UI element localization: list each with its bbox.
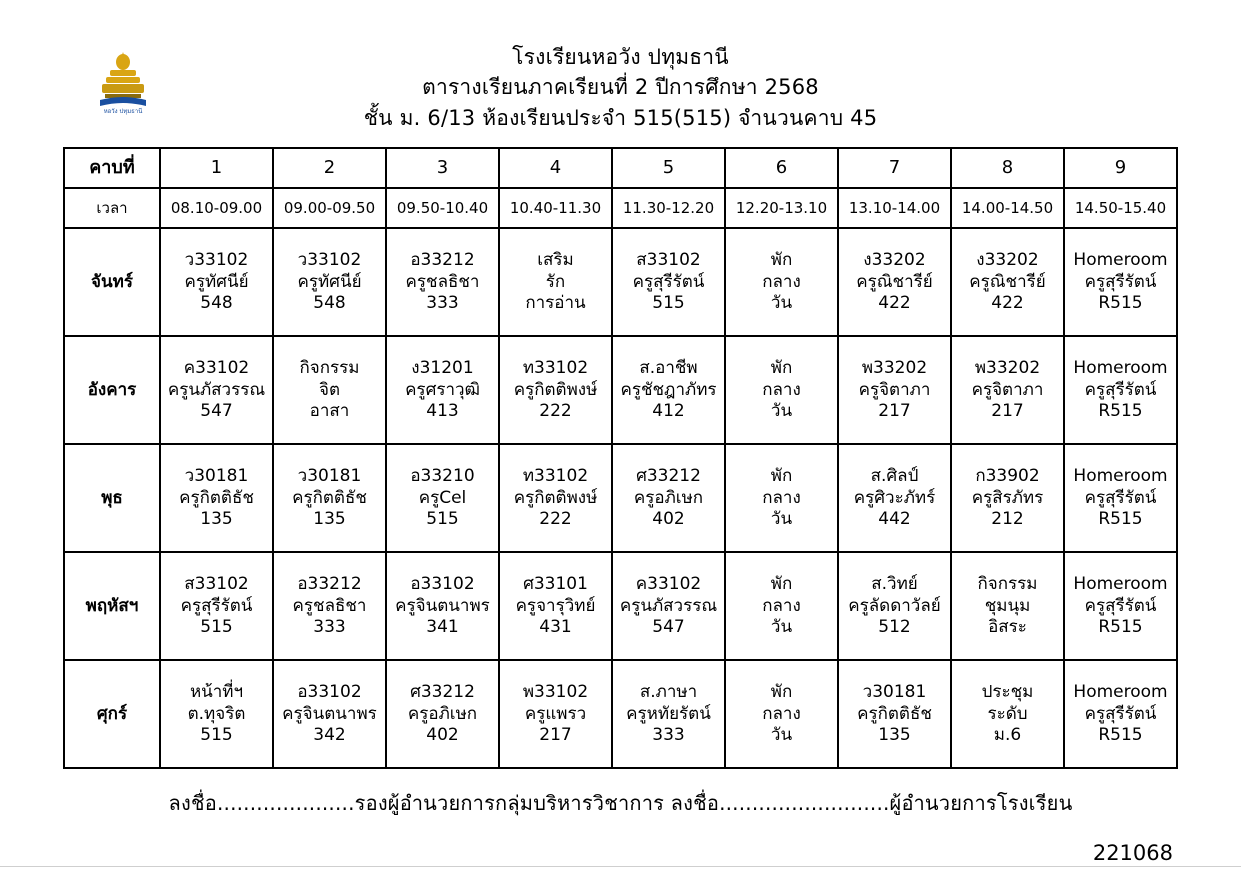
- schedule-cell: [499, 336, 612, 444]
- schedule-cell: [612, 552, 725, 660]
- period-number: 1: [160, 148, 273, 188]
- teacher-name: ครูจารุวิทย์: [515, 595, 596, 616]
- subject-code: พ33102: [522, 682, 589, 703]
- time-header-label: เวลา: [64, 188, 160, 228]
- teacher-name: ครูนภัสวรรณ: [619, 595, 718, 616]
- subject-code: Homeroom: [1073, 250, 1168, 271]
- teacher-name: ต.ทุจริต: [187, 703, 246, 724]
- teacher-name: ครูจิตาภา: [971, 379, 1044, 400]
- schedule-cell: [725, 228, 838, 336]
- teacher-name: ครูสุรีรัตน์: [1084, 487, 1157, 508]
- subject-code: อ33212: [410, 250, 475, 271]
- teacher-name: ครูหทัยรัตน์: [626, 703, 711, 724]
- room-number: 412: [652, 400, 685, 421]
- room-number: 135: [313, 508, 346, 529]
- schedule-cell-lines: [840, 358, 949, 422]
- teacher-name: ครูสุรีรัตน์: [180, 595, 253, 616]
- room-number: 547: [200, 400, 233, 421]
- time-range: 10.40-11.30: [499, 188, 612, 228]
- period-header-label: คาบที่: [64, 148, 160, 188]
- schedule-cell-lines: [727, 682, 836, 746]
- schedule-cell-lines: [614, 250, 723, 314]
- room-number: วัน: [770, 616, 793, 637]
- schedule-cell-lines: [388, 358, 497, 422]
- period-number: 9: [1064, 148, 1177, 188]
- schedule-cell: [612, 336, 725, 444]
- schedule-cell: [499, 444, 612, 552]
- schedule-cell: [273, 336, 386, 444]
- schedule-cell-lines: [727, 358, 836, 422]
- teacher-name: ครูทัศนีย์: [297, 271, 362, 292]
- schedule-cell-lines: [840, 250, 949, 314]
- subject-code: ก33902: [975, 466, 1040, 487]
- schedule-cell: [273, 444, 386, 552]
- subject-code: พ33202: [861, 358, 928, 379]
- schedule-cell: [499, 228, 612, 336]
- teacher-name: กลาง: [762, 487, 801, 508]
- subject-code: กิจกรรม: [977, 574, 1038, 595]
- teacher-name: ครูCel: [418, 487, 467, 508]
- schedule-cell-lines: [1066, 682, 1175, 746]
- table-row: [64, 336, 1177, 444]
- teacher-name: ครูศิวะภัทร์: [853, 487, 936, 508]
- schedule-cell-lines: [162, 358, 271, 422]
- subject-code: ง33202: [863, 250, 926, 271]
- subject-code: ส.ศิลป์: [870, 466, 919, 487]
- schedule-cell: [612, 444, 725, 552]
- period-number: 5: [612, 148, 725, 188]
- room-number: 402: [652, 508, 685, 529]
- subject-code: อ33212: [297, 574, 362, 595]
- schedule-cell-lines: [953, 358, 1062, 422]
- subject-code: ประชุม: [981, 682, 1034, 703]
- subject-code: พัก: [770, 682, 793, 703]
- subject-code: ส.อาชีพ: [639, 358, 698, 379]
- period-number: 8: [951, 148, 1064, 188]
- period-number: 4: [499, 148, 612, 188]
- subject-code: ค33102: [183, 358, 250, 379]
- room-number: 442: [878, 508, 911, 529]
- schedule-cell: [951, 660, 1064, 768]
- schedule-cell: [273, 228, 386, 336]
- schedule-cell: [838, 444, 951, 552]
- schedule-cell-lines: [953, 466, 1062, 530]
- teacher-name: ครูสุรีรัตน์: [632, 271, 705, 292]
- teacher-name: ครูสิรภัทร: [971, 487, 1044, 508]
- schedule-cell-lines: [614, 466, 723, 530]
- schedule-cell-lines: [501, 682, 610, 746]
- period-number: 7: [838, 148, 951, 188]
- schedule-cell: [1064, 228, 1177, 336]
- schedule-cell: [1064, 444, 1177, 552]
- school-crest-icon: [92, 50, 154, 122]
- schedule-cell-lines: [275, 250, 384, 314]
- schedule-cell-lines: [501, 466, 610, 530]
- schedule-cell: [725, 336, 838, 444]
- teacher-name: ครูนภัสวรรณ: [167, 379, 266, 400]
- schedule-cell: [951, 336, 1064, 444]
- schedule-cell-lines: [275, 466, 384, 530]
- table-row: [64, 228, 1177, 336]
- schedule-cell-lines: [162, 682, 271, 746]
- teacher-name: ครูลัดดาวัลย์: [848, 595, 941, 616]
- subject-code: ศ33212: [410, 682, 475, 703]
- subject-code: กิจกรรม: [299, 358, 360, 379]
- room-number: 333: [313, 616, 346, 637]
- time-range: 09.50-10.40: [386, 188, 499, 228]
- subject-code: พ33202: [974, 358, 1041, 379]
- subject-code: อ33102: [410, 574, 475, 595]
- subject-code: ศ33212: [636, 466, 701, 487]
- teacher-name: ครูกิตติธัช: [857, 703, 932, 724]
- room-number: 217: [878, 400, 911, 421]
- schedule-cell: [725, 444, 838, 552]
- document-header: [0, 0, 1241, 133]
- time-range: 13.10-14.00: [838, 188, 951, 228]
- teacher-name: ครูสุรีรัตน์: [1084, 703, 1157, 724]
- room-number: 222: [539, 508, 572, 529]
- schedule-cell: [499, 660, 612, 768]
- schedule-cell: [838, 336, 951, 444]
- subject-code: ง31201: [411, 358, 474, 379]
- schedule-cell: [273, 552, 386, 660]
- schedule-cell-lines: [275, 574, 384, 638]
- teacher-name: กลาง: [762, 595, 801, 616]
- time-header-row: [64, 188, 1177, 228]
- room-number: 341: [426, 616, 459, 637]
- room-number: 135: [878, 724, 911, 745]
- schedule-cell-lines: [388, 250, 497, 314]
- schedule-cell-lines: [162, 574, 271, 638]
- room-number: วัน: [770, 508, 793, 529]
- teacher-name: ครูจิตาภา: [858, 379, 931, 400]
- subject-code: ท33102: [522, 466, 589, 487]
- schedule-cell-lines: [953, 250, 1062, 314]
- page-bottom-divider: [0, 866, 1241, 867]
- schedule-cell-lines: [1066, 574, 1175, 638]
- schedule-cell: [273, 660, 386, 768]
- schedule-cell: [838, 228, 951, 336]
- room-number: 422: [991, 292, 1024, 313]
- schedule-cell-lines: [614, 574, 723, 638]
- table-row: [64, 660, 1177, 768]
- teacher-name: ครูศราวุฒิ: [405, 379, 480, 400]
- teacher-name: ระดับ: [987, 703, 1028, 724]
- schedule-cell: [160, 660, 273, 768]
- room-number: 342: [313, 724, 346, 745]
- day-label: ศุกร์: [64, 660, 160, 768]
- schedule-cell-lines: [275, 682, 384, 746]
- subject-code: ท33102: [522, 358, 589, 379]
- schedule-cell: [951, 228, 1064, 336]
- day-label: พุธ: [64, 444, 160, 552]
- schedule-cell: [612, 660, 725, 768]
- room-number: 333: [426, 292, 459, 313]
- class-line: ชั้น ม. 6/13 ห้องเรียนประจำ 515(515) จำนวนคาบ 45: [363, 105, 878, 130]
- schedule-cell-lines: [501, 358, 610, 422]
- subject-code: ค33102: [635, 574, 702, 595]
- period-header-row: [64, 148, 1177, 188]
- schedule-cell-lines: [501, 250, 610, 314]
- schedule-cell-lines: [840, 682, 949, 746]
- teacher-name: ครูกิตติธัช: [292, 487, 367, 508]
- schedule-cell-lines: [1066, 358, 1175, 422]
- schedule-cell: [386, 552, 499, 660]
- schedule-cell: [386, 660, 499, 768]
- svg-text:หอวัง ปทุมธานี: หอวัง ปทุมธานี: [103, 108, 143, 115]
- room-number: 548: [200, 292, 233, 313]
- room-number: 212: [991, 508, 1024, 529]
- teacher-name: ครูสุรีรัตน์: [1084, 271, 1157, 292]
- schedule-cell-lines: [388, 466, 497, 530]
- teacher-name: กลาง: [762, 271, 801, 292]
- room-number: 135: [200, 508, 233, 529]
- signature-line: ลงชื่อ.....................รองผู้อำนวยการกลุ่มบริหารวิชาการ ลงชื่อ..........................ผู้อำนวยการโรงเรียน: [168, 791, 1073, 816]
- schedule-cell: [386, 336, 499, 444]
- teacher-name: ครูณิชารีย์: [856, 271, 933, 292]
- subject-code: ว33102: [297, 250, 362, 271]
- schedule-cell-lines: [953, 574, 1062, 638]
- subject-code: ว30181: [862, 682, 927, 703]
- subject-code: Homeroom: [1073, 574, 1168, 595]
- schedule-cell: [160, 552, 273, 660]
- teacher-name: รัก: [545, 271, 566, 292]
- subject-code: เสริม: [537, 250, 574, 271]
- room-number: 222: [539, 400, 572, 421]
- teacher-name: ครูทัศนีย์: [184, 271, 249, 292]
- schedule-cell-lines: [840, 466, 949, 530]
- schedule-cell: [951, 444, 1064, 552]
- subject-code: ง33202: [976, 250, 1039, 271]
- schedule-cell-lines: [727, 250, 836, 314]
- room-number: 402: [426, 724, 459, 745]
- room-number: 547: [652, 616, 685, 637]
- time-range: 12.20-13.10: [725, 188, 838, 228]
- subject-code: อ33210: [410, 466, 475, 487]
- room-number: 515: [200, 616, 233, 637]
- schedule-cell: [612, 228, 725, 336]
- time-range: 14.50-15.40: [1064, 188, 1177, 228]
- room-number: ม.6: [993, 724, 1022, 745]
- day-label: จันทร์: [64, 228, 160, 336]
- teacher-name: ชุมนุม: [984, 595, 1031, 616]
- period-number: 6: [725, 148, 838, 188]
- teacher-name: ครูอภิเษก: [633, 487, 704, 508]
- teacher-name: ครูแพรว: [524, 703, 587, 724]
- subject-code: ส.ภาษา: [639, 682, 698, 703]
- time-range: 14.00-14.50: [951, 188, 1064, 228]
- schedule-cell: [1064, 336, 1177, 444]
- schedule-cell-lines: [727, 466, 836, 530]
- schedule-cell-lines: [1066, 466, 1175, 530]
- time-range: 09.00-09.50: [273, 188, 386, 228]
- subject-code: Homeroom: [1073, 358, 1168, 379]
- period-number: 3: [386, 148, 499, 188]
- schedule-cell-lines: [614, 682, 723, 746]
- schedule-cell: [1064, 660, 1177, 768]
- teacher-name: กลาง: [762, 703, 801, 724]
- schedule-cell-lines: [388, 682, 497, 746]
- schedule-cell-lines: [614, 358, 723, 422]
- subject-code: อ33102: [297, 682, 362, 703]
- subject-code: ว30181: [297, 466, 362, 487]
- subject-code: ส33102: [636, 250, 701, 271]
- teacher-name: ครูกิตติพงษ์: [513, 379, 598, 400]
- schedule-cell-lines: [275, 358, 384, 422]
- teacher-name: ครูสุรีรัตน์: [1084, 379, 1157, 400]
- room-number: 515: [200, 724, 233, 745]
- teacher-name: ครูกิตติธัช: [179, 487, 254, 508]
- teacher-name: ครูชัชฎาภัทร: [620, 379, 717, 400]
- teacher-name: กลาง: [762, 379, 801, 400]
- subject-code: พัก: [770, 358, 793, 379]
- subject-code: ส.วิทย์: [871, 574, 918, 595]
- schedule-cell-lines: [727, 574, 836, 638]
- room-number: 548: [313, 292, 346, 313]
- time-range: 11.30-12.20: [612, 188, 725, 228]
- room-number: 512: [878, 616, 911, 637]
- table-row: [64, 444, 1177, 552]
- room-number: วัน: [770, 400, 793, 421]
- subject-code: Homeroom: [1073, 466, 1168, 487]
- room-number: อาสา: [309, 400, 350, 421]
- schedule-cell-lines: [840, 574, 949, 638]
- room-number: 515: [652, 292, 685, 313]
- room-number: 217: [991, 400, 1024, 421]
- teacher-name: จิต: [318, 379, 340, 400]
- schedule-cell: [499, 552, 612, 660]
- subject-code: พัก: [770, 466, 793, 487]
- time-range: 08.10-09.00: [160, 188, 273, 228]
- subject-code: พัก: [770, 574, 793, 595]
- school-name: โรงเรียนหอวัง ปทุมธานี: [512, 45, 729, 69]
- schedule-cell: [725, 660, 838, 768]
- subject-code: ศ33101: [523, 574, 588, 595]
- schedule-cell: [386, 444, 499, 552]
- day-label: อังคาร: [64, 336, 160, 444]
- subject-code: ว30181: [184, 466, 249, 487]
- schedule-cell-lines: [501, 574, 610, 638]
- subject-code: หน้าที่ฯ: [189, 682, 244, 703]
- subject-code: พัก: [770, 250, 793, 271]
- schedule-cell: [386, 228, 499, 336]
- teacher-name: ครูจินตนาพร: [282, 703, 377, 724]
- teacher-name: ครูณิชารีย์: [969, 271, 1046, 292]
- room-number: R515: [1098, 724, 1143, 745]
- timetable: [63, 147, 1178, 769]
- day-label: พฤหัสฯ: [64, 552, 160, 660]
- room-number: 333: [652, 724, 685, 745]
- room-number: 413: [426, 400, 459, 421]
- room-number: 422: [878, 292, 911, 313]
- room-number: 431: [539, 616, 572, 637]
- schedule-cell: [1064, 552, 1177, 660]
- room-number: R515: [1098, 292, 1143, 313]
- schedule-cell: [725, 552, 838, 660]
- teacher-name: ครูสุรีรัตน์: [1084, 595, 1157, 616]
- room-number: R515: [1098, 400, 1143, 421]
- room-number: วัน: [770, 292, 793, 313]
- room-number: 217: [539, 724, 572, 745]
- subject-code: ว33102: [184, 250, 249, 271]
- subject-code: Homeroom: [1073, 682, 1168, 703]
- teacher-name: ครูกิตติพงษ์: [513, 487, 598, 508]
- schedule-cell: [838, 660, 951, 768]
- room-number: R515: [1098, 616, 1143, 637]
- room-number: อิสระ: [988, 616, 1027, 637]
- teacher-name: ครูชลธิชา: [405, 271, 480, 292]
- room-number: วัน: [770, 724, 793, 745]
- schedule-cell-lines: [162, 466, 271, 530]
- document-number: 221068: [1092, 841, 1173, 866]
- room-number: 515: [426, 508, 459, 529]
- schedule-cell-lines: [953, 682, 1062, 746]
- term-line: ตารางเรียนภาคเรียนที่ 2 ปีการศึกษา 2568: [422, 75, 819, 100]
- schedule-cell: [951, 552, 1064, 660]
- schedule-cell: [160, 336, 273, 444]
- schedule-cell: [160, 228, 273, 336]
- table-row: [64, 552, 1177, 660]
- schedule-cell-lines: [1066, 250, 1175, 314]
- schedule-cell-lines: [388, 574, 497, 638]
- room-number: R515: [1098, 508, 1143, 529]
- period-number: 2: [273, 148, 386, 188]
- subject-code: ส33102: [184, 574, 249, 595]
- schedule-cell: [160, 444, 273, 552]
- room-number: การอ่าน: [525, 292, 586, 313]
- teacher-name: ครูอภิเษก: [407, 703, 478, 724]
- schedule-cell: [838, 552, 951, 660]
- schedule-cell-lines: [162, 250, 271, 314]
- teacher-name: ครูชลธิชา: [292, 595, 367, 616]
- teacher-name: ครูจินตนาพร: [395, 595, 490, 616]
